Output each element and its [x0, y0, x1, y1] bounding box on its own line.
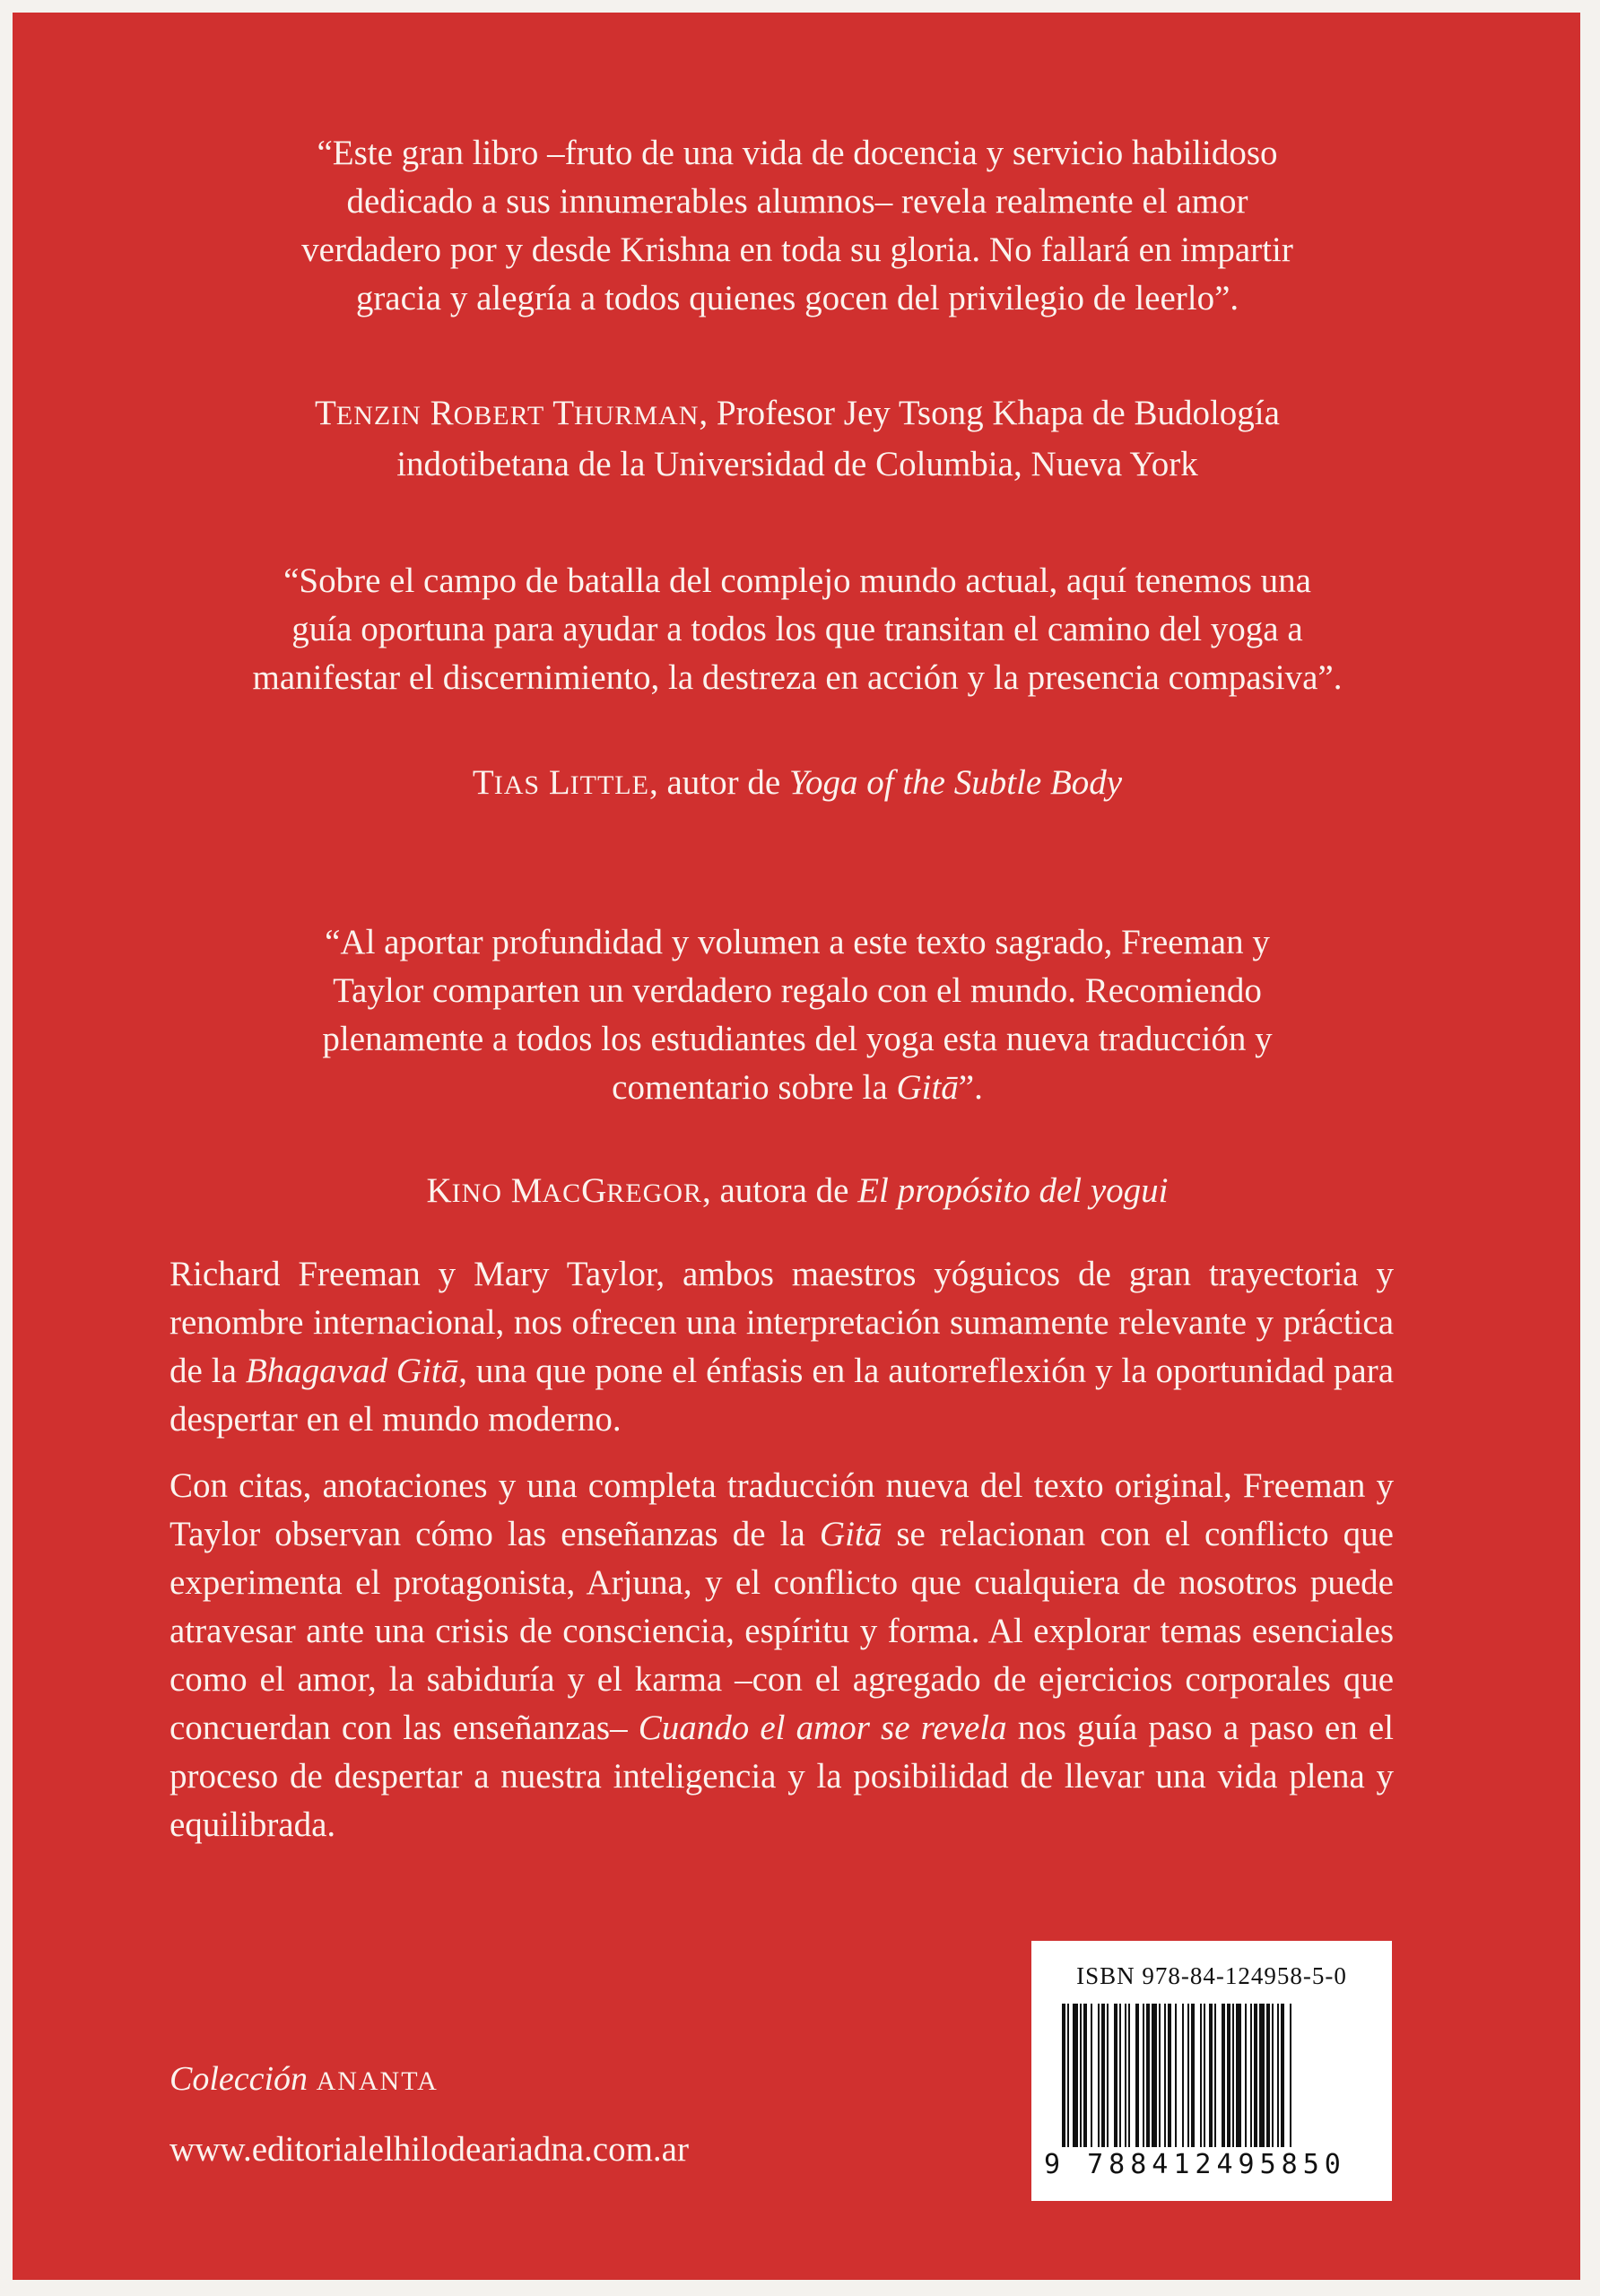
barcode-bar	[1159, 2004, 1161, 2147]
quote-line: “Al aportar profundidad y volumen a este texto sagrado, Freeman y	[325, 923, 1270, 961]
barcode-bar	[1281, 2004, 1284, 2147]
barcode-bar	[1204, 2004, 1205, 2147]
barcode-bar	[1143, 2004, 1144, 2147]
barcode-bar	[1101, 2004, 1105, 2147]
barcode-bar	[1168, 2004, 1171, 2147]
quote-line: “Sobre el campo de batalla del complejo mundo actual, aquí tenemos una	[283, 561, 1311, 600]
barcode-bar	[1098, 2004, 1100, 2147]
barcode-bar	[1266, 2004, 1270, 2147]
attribution-macgregor: KINO MACGREGOR, autora de El propósito del yogui	[426, 1171, 1169, 1210]
quote-thurman	[165, 129, 1430, 323]
barcode-bar	[1125, 2004, 1126, 2147]
back-cover	[13, 13, 1580, 2280]
barcode-bar	[1175, 2004, 1177, 2147]
barcode-bar	[1191, 2004, 1195, 2147]
quote-line: comentario sobre la Gitā”.	[612, 1068, 983, 1107]
barcode-bar	[1236, 2004, 1241, 2147]
description-paragraph-1: Richard Freeman y Mary Taylor, ambos maestros yóguicos de gran trayectoria y renombre internacional, nos ofrecen una interpretación sumamente relevante y práctica de la Bhagavad Gitā, una que pone el énfasis en la autorreflexión y la oportunidad para despertar en el mundo moderno.	[170, 1255, 1395, 1439]
barcode-bar	[1083, 2004, 1087, 2147]
quote-line: guía oportuna para ayudar a todos los que transitan el camino del yoga a	[291, 610, 1303, 648]
quote-line: gracia y alegría a todos quienes gocen del privilegio de leerlo”.	[355, 279, 1239, 317]
barcode-bar	[1254, 2004, 1257, 2147]
isbn-barcode	[1031, 1941, 1392, 2201]
publisher-website: www.editorialelhilodeariadna.com.ar	[170, 2130, 689, 2169]
quote-line: dedicado a sus innumerables alumnos– revela realmente el amor	[346, 182, 1248, 221]
ean-digits: 9 788412495850	[1044, 2149, 1346, 2180]
barcode-bar	[1272, 2004, 1274, 2147]
quote-little	[147, 557, 1448, 702]
barcode-bar	[1067, 2004, 1069, 2147]
quote-line: Taylor comparten un verdadero regalo con el mundo. Recomiendo	[333, 971, 1262, 1010]
barcode-bar	[1164, 2004, 1166, 2147]
barcode-bar	[1209, 2004, 1213, 2147]
barcode-bar	[1146, 2004, 1150, 2147]
quote-line: manifestar el discernimiento, la destreza en acción y la presencia compasiva”.	[252, 658, 1343, 697]
quote-line: verdadero por y desde Krishna en toda su gloria. No fallará en impartir	[301, 230, 1293, 269]
barcode-bar	[1200, 2004, 1202, 2147]
barcode-bar	[1119, 2004, 1121, 2147]
barcode-bar	[1114, 2004, 1117, 2147]
barcode-bar	[1080, 2004, 1082, 2147]
attribution-thurman: TENZIN ROBERT THURMAN, Profesor Jey Tsong Khapa de Budología indotibetana de la Universidad de Columbia, Nueva York	[315, 394, 1280, 483]
barcode-bar	[1222, 2004, 1225, 2147]
barcode-bar	[1187, 2004, 1189, 2147]
barcode-bar	[1214, 2004, 1216, 2147]
barcode-bar	[1091, 2004, 1092, 2147]
barcode-bar	[1227, 2004, 1230, 2147]
collection-name: Colección ANANTA	[170, 2060, 439, 2098]
barcode-bar	[1259, 2004, 1265, 2147]
barcode-bar	[1182, 2004, 1184, 2147]
barcode-bar	[1152, 2004, 1157, 2147]
barcode-bar	[1277, 2004, 1279, 2147]
barcode-bar	[1232, 2004, 1234, 2147]
barcode-bar	[1062, 2004, 1065, 2147]
attribution-little: TIAS LITTLE, autor de Yoga of the Subtle Body	[472, 763, 1123, 802]
description-paragraph-2: Con citas, anotaciones y una completa traducción nueva del texto original, Freeman y Taylor observan cómo las enseñanzas de la Gitā se relacionan con el conflicto que experimenta el protagonista, Arjuna, y el conflicto que cualquiera de nosotros puede atravesar ante una crisis de consciencia, espíritu y forma. Al explorar temas esenciales como el amor, la sabiduría y el karma –con el agregado de ejercicios corporales que concuerdan con las enseñanzas– Cuando el amor se revela nos guía paso a paso en el proceso de despertar a nuestra inteligencia y la posibilidad de llevar una vida plena y equilibrada.	[170, 1466, 1394, 1844]
barcode-bar	[1245, 2004, 1247, 2147]
barcode-bars	[1057, 2004, 1370, 2147]
barcode-bar	[1290, 2004, 1291, 2147]
barcode-bar	[1107, 2004, 1109, 2147]
barcode-bar	[1073, 2004, 1078, 2147]
quote-macgregor	[165, 918, 1430, 1112]
quote-line: “Este gran libro –fruto de una vida de docencia y servicio habilidoso	[317, 134, 1278, 172]
barcode-bar	[1250, 2004, 1252, 2147]
barcode-bar	[1128, 2004, 1130, 2147]
isbn-number: ISBN 978-84-124958-5-0	[1076, 1962, 1347, 1989]
quote-line: plenamente a todos los estudiantes del yoga esta nueva traducción y	[322, 1020, 1273, 1058]
barcode-bar	[1135, 2004, 1139, 2147]
